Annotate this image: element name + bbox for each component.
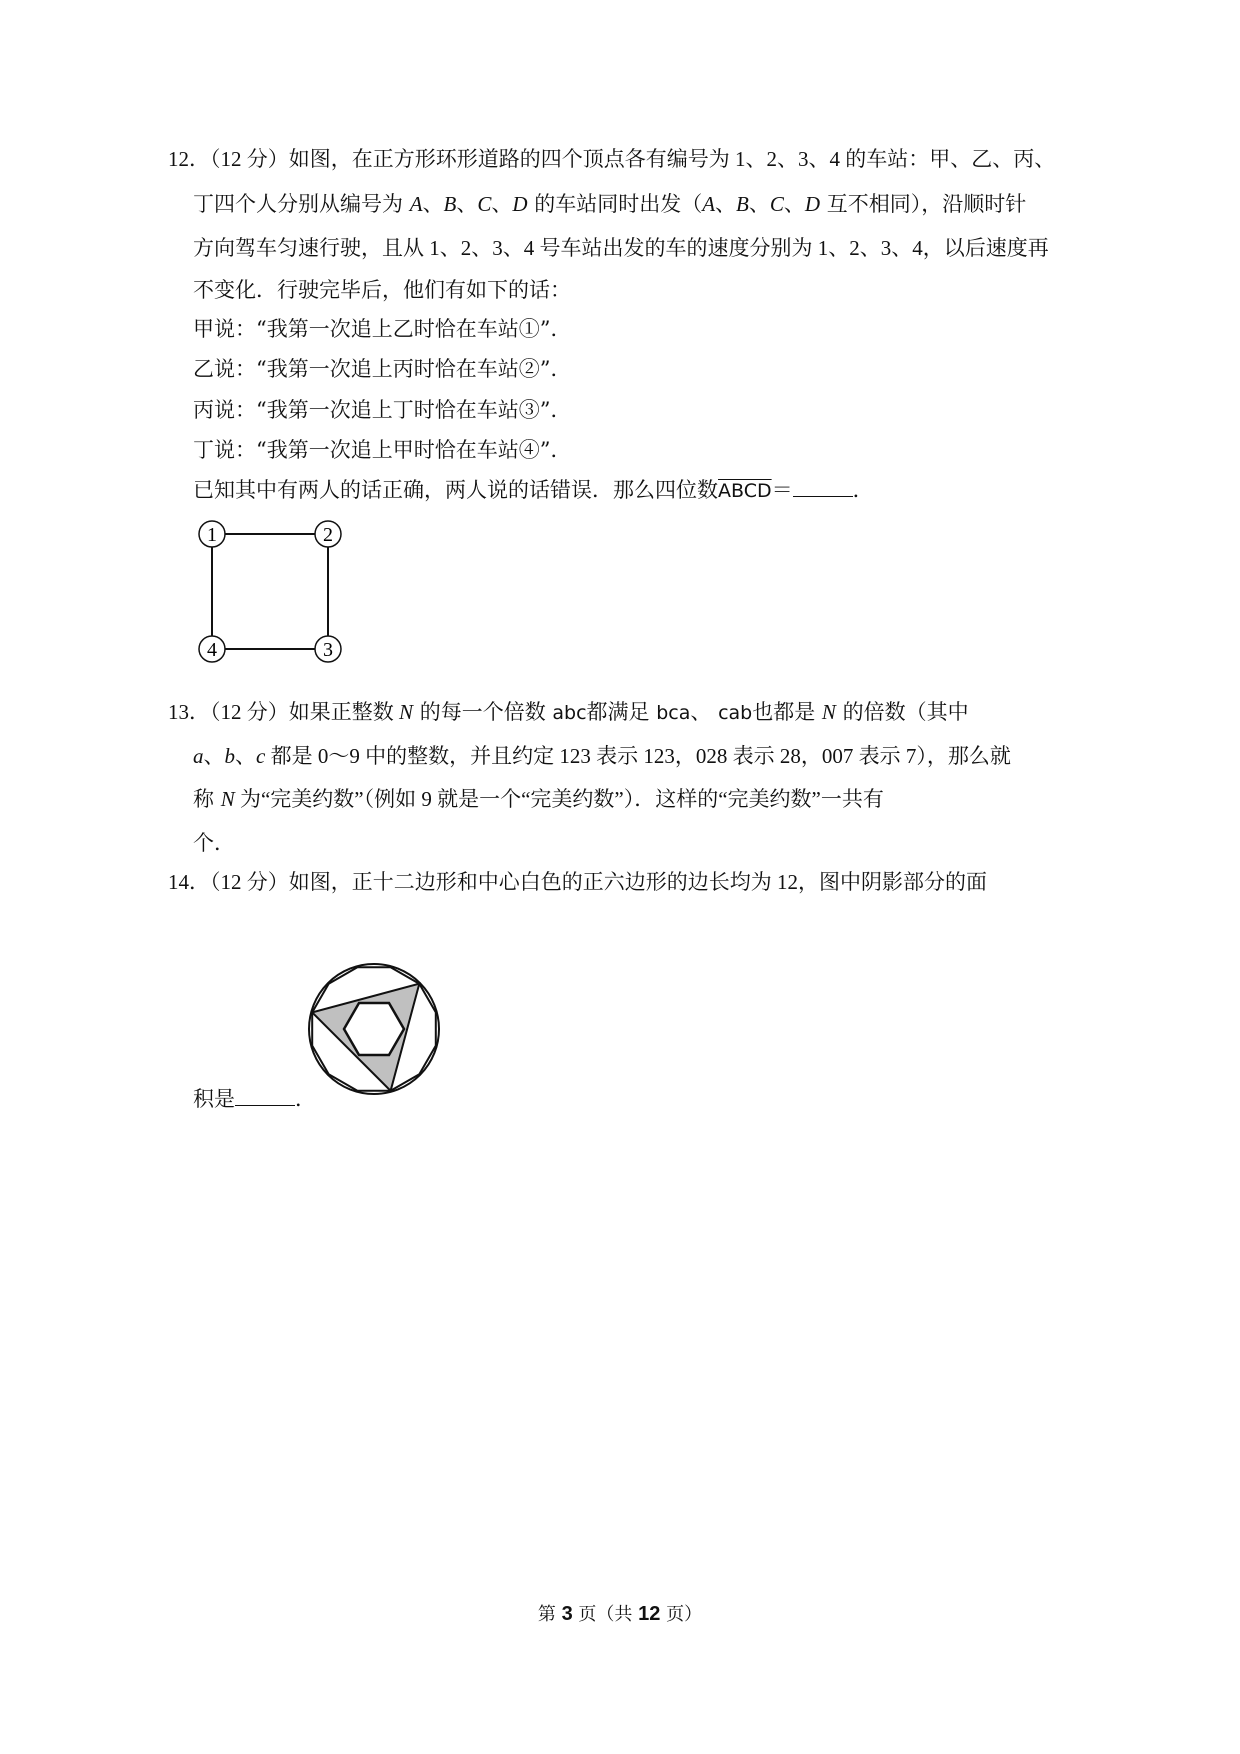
q13-line-1: 13．（12 分）如果正整数 N 的每一个倍数 abc都满足 bca、 cab也都是 N 的倍数（其中 xyxy=(168,700,969,724)
q12-question-line: 已知其中有两人的话正确，两人说的话错误．那么四位数ABCD＝ ． xyxy=(193,478,874,502)
station-node-1 xyxy=(199,521,225,547)
svg-text:4: 4 xyxy=(207,639,217,661)
svg-text:2: 2 xyxy=(323,524,333,546)
svg-text:1: 1 xyxy=(207,524,217,546)
page-footer: 第 3 页（共 12 页） xyxy=(537,1603,703,1625)
square-road xyxy=(212,534,328,649)
station-node-2 xyxy=(315,521,341,547)
q14-dodecagon-diagram xyxy=(300,955,450,1105)
q14-line-1: 14．（12 分）如图，正十二边形和中心白色的正六边形的边长均为 12，图中阴影部分的面 xyxy=(168,870,987,894)
q12-statement-jia: 甲说：“我第一次追上乙时恰在车站①”． xyxy=(193,317,572,341)
q13-line-4: 个． xyxy=(193,831,235,855)
answer-blank-q12 xyxy=(793,478,853,497)
abc-overlined: abc xyxy=(552,702,587,724)
station-node-3 xyxy=(315,636,341,662)
cab-overlined: cab xyxy=(718,702,753,724)
q12-line-2: 丁四个人分别从编号为 A、B、C、D 的车站同时出发（A、B、C、D 互不相同），沿顺时针 xyxy=(193,192,1027,216)
q12-statement-yi: 乙说：“我第一次追上丙时恰在车站②”． xyxy=(193,357,572,381)
bca-overlined: bca xyxy=(656,702,691,724)
q12-line-1: 12．（12 分）如图，在正方形环形道路的四个顶点各有编号为 1、2、3、4 的车站：甲、乙、丙、 xyxy=(168,147,1056,171)
q13-line-3: 称 N 为“完美约数”（例如 9 就是一个“完美约数”）．这样的“完美约数”一共有 xyxy=(193,787,884,811)
q12-square-diagram xyxy=(190,512,350,672)
q12-line-3: 方向驾车匀速行驶，且从 1、2、3、4 号车站出发的车的速度分别为 1、2、3、4，以后速度再 xyxy=(193,236,1049,260)
q13-line-2: a、b、c 都是 0～9 中的整数，并且约定 123 表示 123，028 表示 28，007 表示 7），那么就 xyxy=(193,744,1011,768)
q12-statement-bing: 丙说：“我第一次追上丁时恰在车站③”． xyxy=(193,398,572,422)
svg-text:3: 3 xyxy=(323,639,333,661)
q14-line-2: 积是 ． xyxy=(193,1087,316,1111)
answer-blank-q14 xyxy=(235,1087,295,1106)
q12-line-4: 不变化．行驶完毕后，他们有如下的话： xyxy=(193,278,571,302)
station-node-4 xyxy=(199,636,225,662)
overlined-abcd: ABCD xyxy=(718,480,772,502)
q12-statement-ding: 丁说：“我第一次追上甲时恰在车站④”． xyxy=(193,438,572,462)
